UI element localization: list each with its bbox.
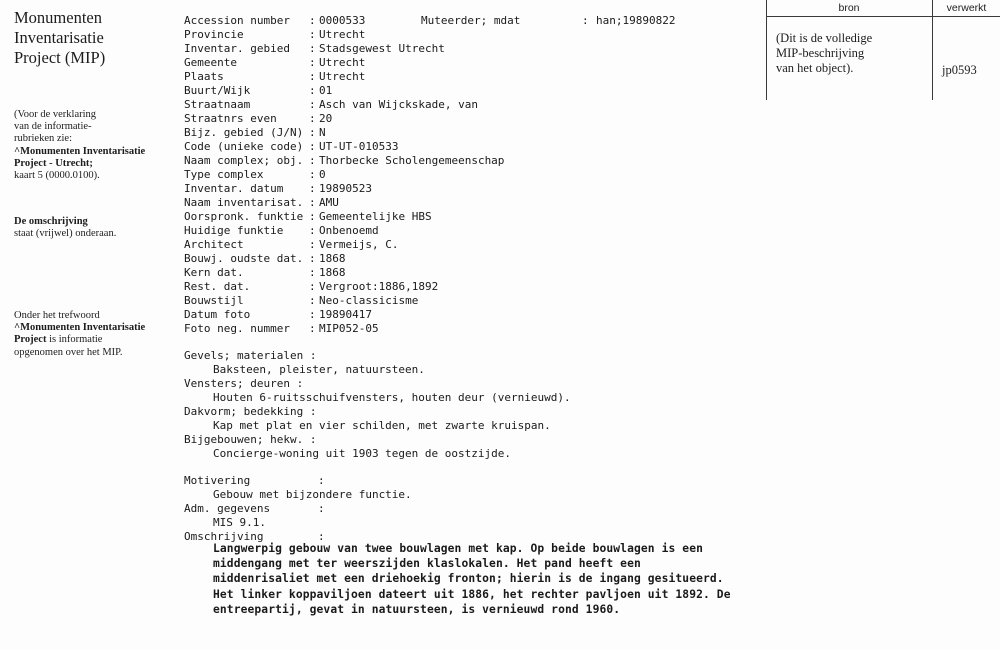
field-label: Rest. dat.	[184, 280, 251, 293]
section-label: Gevels; materialen :	[184, 349, 317, 362]
field-colon: :	[309, 266, 316, 279]
section-label: Vensters; deuren :	[184, 377, 304, 390]
title-line: Inventarisatie	[14, 28, 104, 47]
field-label: Type complex	[184, 168, 264, 181]
bron-cell	[776, 31, 872, 76]
field-colon: :	[309, 70, 316, 83]
section-text: Baksteen, pleister, natuursteen.	[213, 363, 425, 376]
field-value: Onbenoemd	[319, 224, 379, 237]
omschrijving-label: Omschrijving	[184, 530, 264, 543]
field-colon: :	[309, 84, 316, 97]
field-colon: :	[309, 294, 316, 307]
title-line: Project (MIP)	[14, 48, 106, 67]
field-label: Foto neg. nummer	[184, 322, 290, 335]
field-value: 20	[319, 112, 333, 125]
document-title	[14, 8, 174, 68]
adm-label: Adm. gegevens	[184, 502, 271, 515]
field-value: Utrecht	[319, 70, 366, 83]
field-label: Datum foto	[184, 308, 251, 321]
field-value: 1868	[319, 266, 346, 279]
field-colon: :	[309, 112, 316, 125]
verwerkt-cell: jp0593	[942, 63, 977, 77]
field-label: Inventar. datum	[184, 182, 284, 195]
field-value: AMU	[319, 196, 339, 209]
field-value: 0000533	[319, 14, 366, 27]
field-label: Plaats	[184, 70, 224, 83]
field-colon: :	[582, 14, 589, 27]
section-text: Concierge-woning uit 1903 tegen de oostzijde.	[213, 447, 512, 460]
note-bold-line: Project - Utrecht;	[14, 157, 93, 169]
omschrijving-line: Langwerpig gebouw van twee bouwlagen met kap. Op beide bouwlagen is een	[213, 542, 703, 555]
field-colon: :	[309, 182, 316, 195]
field-label: Code (unieke code)	[184, 140, 304, 153]
note-line: kaart 5 (0000.0100).	[14, 170, 100, 182]
field-value: Thorbecke Scholengemeenschap	[319, 154, 505, 167]
omschrijving-line: entreepartij, gevat in natuursteen, is vernieuwd rond 1960.	[213, 602, 621, 616]
section-label: Bijgebouwen; hekw. :	[184, 433, 317, 446]
note-line: Onder het trefwoord	[14, 310, 100, 321]
field-label: Kern dat.	[184, 266, 244, 279]
field-colon: :	[318, 502, 325, 515]
note-line: is informatie	[46, 334, 103, 346]
field-label: Buurt/Wijk	[184, 84, 251, 97]
field-colon: :	[309, 196, 316, 209]
field-value: 1868	[319, 252, 346, 265]
field-value: Vergroot:1886,1892	[319, 280, 439, 293]
field-label: Naam inventarisat.	[184, 196, 304, 209]
field-value: Utrecht	[319, 28, 366, 41]
note-line: van de informatie-	[14, 121, 92, 133]
note-line: staat (vrijwel) onderaan.	[14, 228, 117, 240]
field-colon: :	[309, 210, 316, 223]
field-label: Gemeente	[184, 56, 237, 69]
omschrijving-line: middengang met ter weerszijden klaslokalen. Het pand heeft een	[213, 557, 641, 571]
field-colon: :	[309, 308, 316, 321]
field-label: Bouwj. oudste dat.	[184, 252, 304, 265]
field-value: 19890417	[319, 308, 372, 321]
field-label: Bouwstijl	[184, 294, 244, 307]
field-value: han;19890822	[596, 14, 676, 27]
divider	[766, 0, 767, 100]
field-colon: :	[318, 474, 325, 487]
omschrijving-line: Het linker koppaviljoen dateert uit 1886, het rechter pavljoen uit 1892. De	[213, 587, 731, 601]
field-colon: :	[309, 322, 316, 335]
field-label: Bijz. gebied (J/N)	[184, 126, 304, 139]
divider	[766, 16, 1000, 17]
description-note	[14, 216, 179, 240]
source-box	[766, 0, 1000, 100]
note-line: opgenomen over het MIP.	[14, 346, 123, 358]
field-label: Inventar. gebied	[184, 42, 290, 55]
field-colon: :	[309, 42, 316, 55]
verwerkt-header: verwerkt	[946, 2, 987, 14]
bron-line: (Dit is de volledige	[776, 31, 873, 45]
bron-header: bron	[838, 2, 860, 14]
field-value: N	[319, 126, 326, 139]
field-label: Naam complex; obj.	[184, 154, 304, 167]
field-value: 01	[319, 84, 333, 97]
field-colon: :	[309, 168, 316, 181]
field-value: UT-UT-010533	[319, 140, 399, 153]
note-bold-line: ^Monumenten Inventarisatie	[14, 145, 146, 157]
field-value: Stadsgewest Utrecht	[319, 42, 445, 55]
motivering-text: Gebouw met bijzondere functie.	[213, 488, 412, 501]
note-bold-word: Project	[14, 334, 47, 346]
title-line: Monumenten	[14, 8, 102, 27]
field-colon: :	[309, 56, 316, 69]
field-label: Oorspronk. funktie	[184, 210, 304, 223]
field-label: Accession number	[184, 14, 290, 27]
omschrijving-line: middenrisaliet met een driehoekig fronton; hierin is de ingang gesitueerd.	[213, 572, 724, 586]
section-text: Kap met plat en vier schilden, met zwarte kruispan.	[213, 419, 551, 432]
omschrijving-text	[213, 541, 731, 617]
field-value: Gemeentelijke HBS	[319, 210, 432, 223]
adm-text: MIS 9.1.	[213, 516, 266, 529]
note-line: (Voor de verklaring	[14, 109, 97, 120]
note-bold-line: De omschrijving	[14, 216, 88, 227]
field-value: Asch van Wijckskade, van	[319, 98, 478, 111]
field-value: Utrecht	[319, 56, 366, 69]
section-label: Dakvorm; bedekking :	[184, 405, 317, 418]
field-colon: :	[318, 530, 325, 543]
field-colon: :	[309, 98, 316, 111]
field-value: MIP052-05	[319, 322, 379, 335]
field-colon: :	[309, 126, 316, 139]
note-bold-line: ^Monumenten Inventarisatie	[14, 322, 146, 334]
bron-line: MIP-beschrijving	[776, 46, 865, 60]
field-colon: :	[309, 14, 316, 27]
field-colon: :	[309, 140, 316, 153]
field-label: Provincie	[184, 28, 244, 41]
field-colon: :	[309, 252, 316, 265]
field-colon: :	[309, 280, 316, 293]
field-label: Straatnaam	[184, 98, 251, 111]
field-value: 0	[319, 168, 326, 181]
bron-line: van het object).	[776, 61, 854, 75]
motivering-label: Motivering	[184, 474, 251, 487]
field-colon: :	[309, 224, 316, 237]
field-label: Muteerder; mdat	[421, 14, 521, 27]
field-label: Huidige funktie	[184, 224, 284, 237]
divider	[932, 0, 933, 100]
note-line: rubrieken zie:	[14, 133, 73, 145]
field-value: 19890523	[319, 182, 372, 195]
field-colon: :	[309, 238, 316, 251]
keyword-note	[14, 310, 179, 359]
field-colon: :	[309, 154, 316, 167]
reference-note	[14, 109, 179, 182]
field-label: Architect	[184, 238, 244, 251]
section-text: Houten 6-ruitsschuifvensters, houten deur (vernieuwd).	[213, 391, 571, 404]
field-label: Straatnrs even	[184, 112, 277, 125]
field-value: Neo-classicisme	[319, 294, 419, 307]
field-value: Vermeijs, C.	[319, 238, 399, 251]
field-colon: :	[309, 28, 316, 41]
